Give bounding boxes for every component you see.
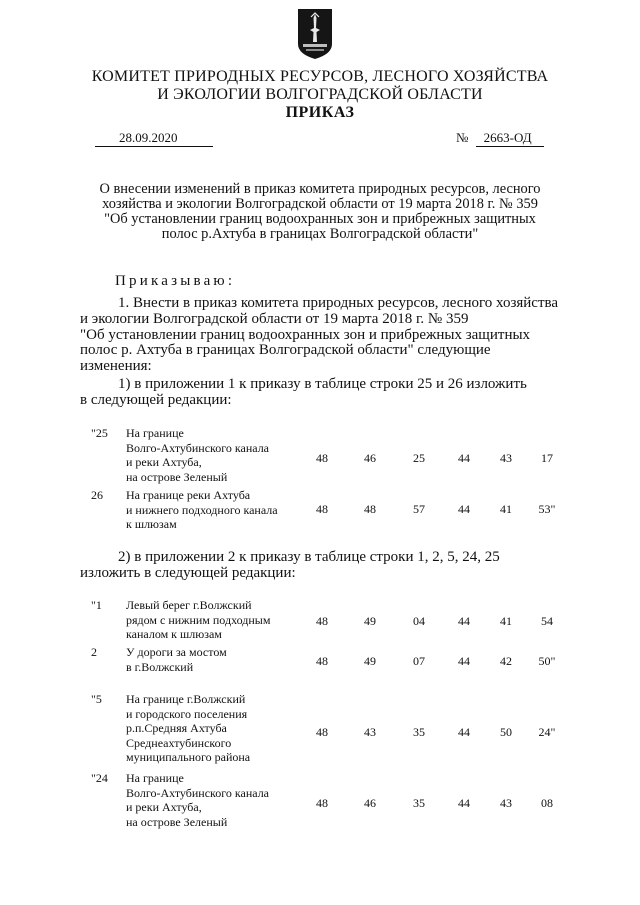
coordinate-value: 07 [413,654,425,668]
sub-item-2-paragraph [80,550,570,582]
description-line: на острове Зеленый [126,814,228,829]
emblem-shield-icon [297,8,333,60]
coordinate-value: 25 [413,451,425,465]
row-location-description [126,692,306,765]
description-line: р.п.Средняя Ахтуба [126,721,227,735]
item-1-paragraph [80,296,570,375]
coordinate-value: 04 [413,614,425,628]
description-line: к шлюзам [126,517,177,531]
description-line: на острове Зеленый [126,469,228,484]
description-line: Волго-Ахтубинского канала [126,785,270,800]
order-number-value: 2663-ОД [476,130,544,147]
description-line: На границе г.Волжский [126,692,246,706]
order-subject [60,182,580,242]
coordinate-value: 44 [458,451,470,465]
coordinate-value: 44 [458,502,470,516]
order-number [456,130,544,147]
description-line: каналом к шлюзам [126,627,222,641]
row-number: 2 [91,645,97,659]
order-date-value: 28.09.2020 [95,130,213,147]
paragraph-line: "Об установлении границ водоохранных зон и прибрежных защитных [80,326,531,343]
coordinate-value: 41 [500,614,512,628]
coordinate-value: 48 [316,451,328,465]
row-location-description [126,488,306,532]
organization-name-line2: И ЭКОЛОГИИ ВОЛГОГРАДСКОЙ ОБЛАСТИ [157,86,483,103]
subject-line: "Об установлении границ водоохранных зон и прибрежных защитных [104,211,536,227]
coordinate-value: 44 [458,614,470,628]
coordinate-value: 46 [364,451,376,465]
description-line: муниципального района [126,750,251,764]
order-number-label: № [456,130,469,145]
description-line: в г.Волжский [126,659,194,674]
coordinate-value: 49 [364,614,376,628]
coordinate-value: 42 [500,654,512,668]
description-line: рядом с нижним подходным [126,612,271,627]
coordinate-value: 48 [316,725,328,739]
description-line: У дороги за мостом [126,645,227,659]
paragraph-line: в следующей редакции: [80,391,232,408]
paragraph-line: изложить в следующей редакции: [80,564,296,581]
coordinate-value: 35 [413,796,425,810]
coordinate-value: 44 [458,725,470,739]
coordinate-value: 48 [316,502,328,516]
coordinate-value: 50 [500,725,512,739]
description-line: На границе [126,426,184,440]
coordinate-value: 48 [316,796,328,810]
organization-name-line1: КОМИТЕТ ПРИРОДНЫХ РЕСУРСОВ, ЛЕСНОГО ХОЗЯЙСТВА [91,68,549,85]
coordinate-value: 35 [413,725,425,739]
coordinate-value: 24" [538,725,556,739]
paragraph-line: 1. Внести в приказ комитета природных ресурсов, лесного хозяйства [118,295,559,311]
coordinate-value: 50" [538,654,556,668]
paragraph-line: 1) в приложении 1 к приказу в таблице строки 25 и 26 изложить [118,376,527,392]
description-line: Среднеахтубинского [126,735,232,750]
coordinate-value: 44 [458,796,470,810]
subject-line: полос р.Ахтуба в границах Волгоградской области" [161,226,479,242]
coordinate-value: 43 [500,451,512,465]
paragraph-line: изменения: [80,358,152,375]
description-line: и реки Ахтуба, [126,455,202,469]
paragraph-line: 2) в приложении 2 к приказу в таблице строки 1, 2, 5, 24, 25 [118,549,500,565]
coordinate-value: 57 [413,502,425,516]
description-line: и городского поселения [126,706,248,721]
coordinate-value: 46 [364,796,376,810]
decree-word: Приказываю: [115,273,236,289]
description-line: На границе реки Ахтуба [126,488,251,502]
row-number: "5 [91,692,102,706]
description-line: Волго-Ахтубинского канала [126,440,270,455]
coordinate-value: 48 [316,654,328,668]
coordinate-value: 43 [364,725,376,739]
row-number: 26 [91,488,103,502]
coat-of-arms-emblem [297,8,333,60]
coordinate-value: 43 [500,796,512,810]
row-location-description [126,771,306,829]
coordinate-value: 48 [364,502,376,516]
coordinate-value: 53" [538,502,556,516]
paragraph-line: и экологии Волгоградской области от 19 марта 2018 г. № 359 [80,310,469,327]
paragraph-line: полос р. Ахтуба в границах Волгоградской области" следующие [80,342,491,359]
document-type: ПРИКАЗ [285,104,355,121]
order-date [95,130,213,147]
coordinate-value: 41 [500,502,512,516]
description-line: и нижнего подходного канала [126,502,278,517]
row-number: "24 [91,771,108,785]
coordinate-value: 54 [541,614,553,628]
row-number: "25 [91,426,108,440]
description-line: На границе [126,771,184,785]
row-location-description [126,645,306,674]
row-location-description [126,426,306,484]
row-location-description [126,598,306,642]
coordinate-value: 48 [316,614,328,628]
subject-line: О внесении изменений в приказ комитета природных ресурсов, лесного [99,181,541,197]
coordinate-value: 44 [458,654,470,668]
coordinate-value: 08 [541,796,553,810]
row-number: "1 [91,598,102,612]
sub-item-1-paragraph [80,377,570,409]
subject-line: хозяйства и экологии Волгоградской области от 19 марта 2018 г. № 359 [102,196,538,212]
coordinate-value: 49 [364,654,376,668]
description-line: Левый берег г.Волжский [126,598,252,612]
coordinate-value: 17 [541,451,553,465]
description-line: и реки Ахтуба, [126,800,202,814]
